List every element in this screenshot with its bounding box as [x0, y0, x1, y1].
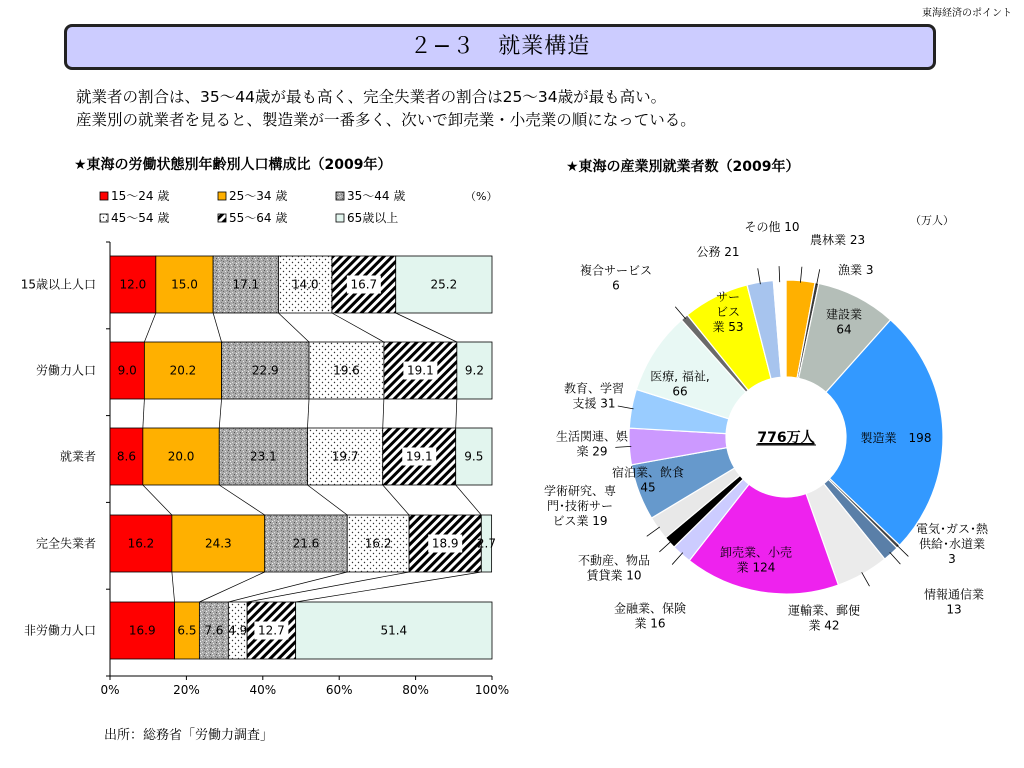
stacked-bar-chart: [0, 180, 540, 710]
pie-unit-label: （万人）: [910, 214, 954, 227]
bar-value-label: 12.7: [258, 623, 285, 638]
bar-value-label: 16.9: [128, 623, 156, 638]
series-connector-line: [456, 399, 457, 428]
leader-line: [890, 552, 901, 564]
series-connector-line: [213, 313, 221, 342]
bar-value-label: 19.1: [405, 449, 433, 464]
source-note: 出所：総務省「労働力調査」: [104, 728, 274, 743]
bar-value-label: 19.7: [331, 449, 359, 464]
summary-text: [76, 86, 696, 132]
series-connector-line: [278, 313, 309, 342]
series-connector-line: [383, 399, 384, 428]
series-connector-line: [144, 313, 155, 342]
category-label-2: 就業者: [59, 449, 96, 464]
slice-label-living: 生活関連、娯楽 29: [555, 429, 629, 459]
bar-value-label: 14.0: [291, 277, 319, 292]
slice-label-realestate: 不動産、物品賃貸業 10: [577, 553, 651, 583]
leader-line: [647, 527, 660, 536]
bar-value-label: 4.9: [228, 623, 248, 638]
slice-label-retail: 卸売業、小売業 124: [719, 545, 793, 575]
series-connector-line: [219, 485, 264, 515]
slice-label-info: 情報通信業 13: [923, 587, 985, 617]
legend-swatch-4: [218, 214, 226, 222]
page-title: ２−３ 就業構造: [64, 24, 936, 70]
slice-label-medical: 医療, 福祉, 66: [650, 369, 710, 399]
bar-value-label: 8.6: [116, 449, 136, 464]
bar-value-label: 19.1: [407, 363, 434, 378]
industry-donut-chart: [540, 180, 1024, 660]
x-tick-label-1: 20%: [173, 683, 200, 697]
category-label-1: 労働力人口: [35, 363, 96, 378]
legend-label-0: 15～24 歳: [111, 189, 170, 203]
bar-value-label: 19.6: [333, 363, 360, 378]
series-connector-line: [219, 399, 221, 428]
x-tick-label-3: 60%: [325, 683, 353, 697]
bar-value-label: 51.4: [380, 623, 408, 638]
legend-swatch-1: [218, 192, 226, 200]
x-tick-label-2: 40%: [249, 683, 277, 697]
bar-value-label: 9.2: [464, 363, 484, 378]
slice-label-manufacturing: 製造業 198: [860, 431, 932, 445]
bar-value-label: 15.0: [171, 277, 198, 292]
x-tick-label-5: 100%: [474, 683, 510, 697]
legend-swatch-0: [100, 192, 108, 200]
series-connector-line: [143, 485, 172, 515]
x-tick-label-0: 0%: [100, 683, 120, 697]
legend-swatch-3: [100, 214, 108, 222]
bar-value-label: 24.3: [204, 536, 232, 551]
bar-value-label: 12.0: [119, 277, 147, 292]
slice-label-construction: 建設業 64: [825, 307, 863, 337]
bar-value-label: 18.9: [431, 536, 459, 551]
slice-label-research: 学術研究、専門･技術サービス業 19: [543, 484, 617, 528]
leader-line: [817, 269, 820, 285]
series-connector-line: [332, 313, 384, 342]
slice-label-utilities: 電気･ガス･熱供給･水道業 3: [915, 522, 989, 566]
series-connector-line: [456, 485, 482, 515]
slice-label-other: その他 10: [744, 220, 800, 234]
legend-swatch-2: [336, 192, 344, 200]
bar-value-label: 6.5: [177, 623, 197, 638]
bar-value-label: 17.1: [232, 277, 260, 292]
slice-label-multi: 複合サービス 6: [579, 263, 653, 293]
slice-label-hospitality: 宿泊業、飲食 45: [611, 465, 685, 495]
legend-label-1: 25～34 歳: [229, 189, 288, 203]
bar-value-label: 9.5: [464, 449, 484, 464]
series-connector-line: [199, 572, 264, 602]
bar-value-label: 20.0: [167, 449, 195, 464]
bar-value-label: 9.0: [117, 363, 137, 378]
bar-value-label: 2.7: [476, 536, 497, 551]
slice-label-services: サービス業 53: [712, 290, 744, 334]
series-connector-line: [307, 485, 347, 515]
leader-line: [672, 553, 683, 565]
slice-label-finance: 金融業、保険業 16: [613, 601, 687, 631]
legend-swatch-5: [336, 214, 344, 222]
leader-line: [659, 541, 671, 552]
bar-value-label: 25.2: [430, 277, 458, 292]
bar-value-label: 20.2: [169, 363, 197, 378]
category-label-3: 完全失業者: [35, 536, 96, 551]
summary-line-2: 産業別の就業者を見ると、製造業が一番多く、次いで卸売業・小売業の順になっている。: [76, 111, 696, 129]
legend-label-2: 35～44 歳: [347, 189, 406, 203]
legend-label-4: 55～64 歳: [229, 211, 288, 225]
bar-value-label: 7.6: [204, 623, 224, 638]
bar-chart-title: ★東海の労働状態別年齢別人口構成比（2009年）: [74, 157, 392, 173]
slice-label-transport: 運輸業、郵便業 42: [787, 603, 861, 633]
category-label-0: 15歳以上人口: [20, 277, 96, 292]
slice-label-public: 公務 21: [696, 245, 740, 259]
series-connector-line: [172, 572, 175, 602]
summary-line-1: 就業者の割合は、35～44歳が最も高く、完全失業者の割合は25～34歳が最も高い。: [76, 88, 667, 106]
slice-label-fish: 漁業 3: [838, 263, 874, 277]
bar-value-label: 16.7: [350, 277, 378, 292]
bar-value-label: 21.6: [292, 536, 320, 551]
leader-line: [862, 572, 870, 586]
series-connector-line: [396, 313, 457, 342]
legend-label-5: 65歳以上: [347, 211, 399, 225]
pie-chart-title: ★東海の産業別就業者数（2009年）: [566, 159, 800, 175]
series-connector-line: [296, 572, 482, 602]
series-connector-line: [383, 485, 409, 515]
leader-line: [897, 545, 908, 556]
donut-center-label: 776万人: [757, 430, 815, 446]
series-connector-line: [143, 399, 145, 428]
header-label: 東海経済のポイント: [922, 8, 1012, 19]
bar-value-label: 16.2: [127, 536, 155, 551]
leader-line: [675, 307, 685, 319]
legend-label-3: 45～54 歳: [111, 211, 170, 225]
bar-unit-label: （%）: [465, 190, 498, 203]
slice-label-agri: 農林業 23: [810, 233, 866, 247]
bar-value-label: 23.1: [250, 449, 277, 464]
series-connector-line: [307, 399, 309, 428]
category-label-4: 非労働力人口: [23, 623, 96, 638]
bar-value-label: 22.9: [251, 363, 279, 378]
x-tick-label-4: 80%: [402, 683, 429, 697]
bar-value-label: 16.2: [364, 536, 392, 551]
slice-label-education: 教育、学習支援 31: [563, 381, 625, 411]
